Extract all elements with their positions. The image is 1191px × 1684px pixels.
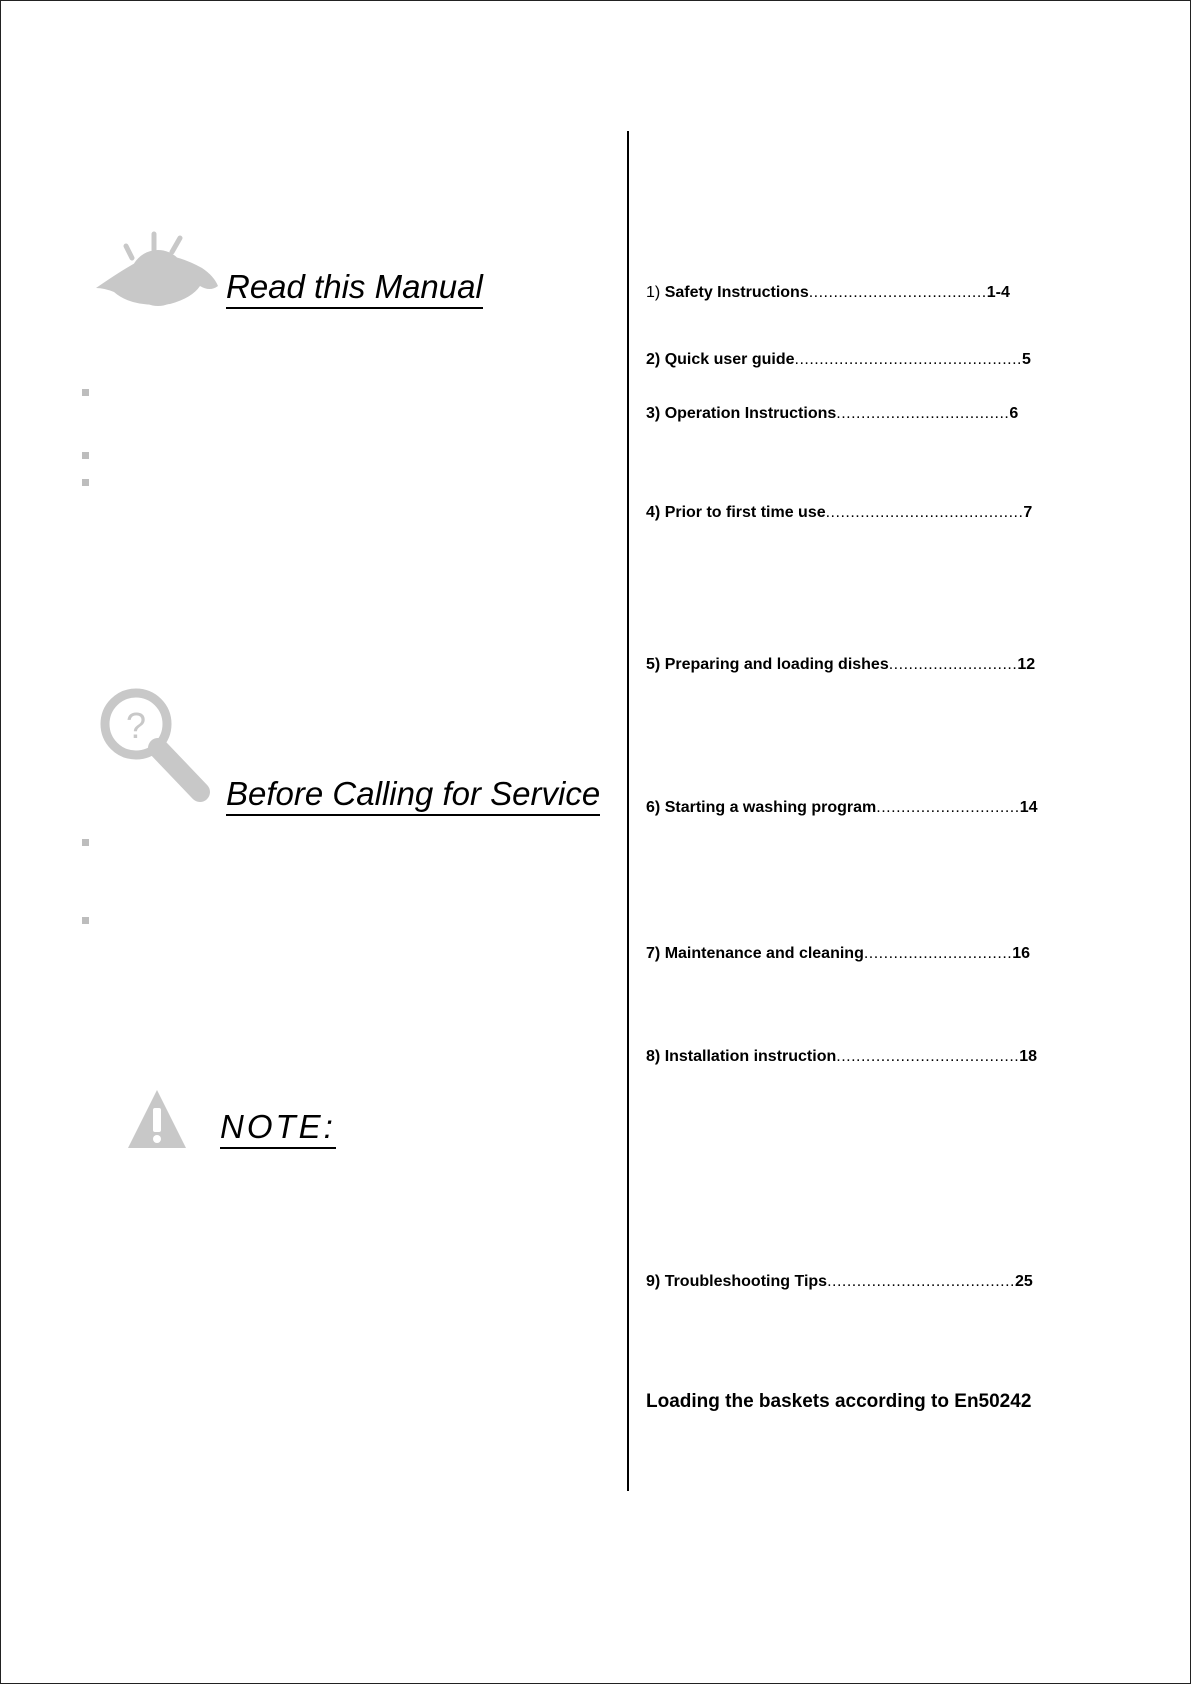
- toc-item-6: [646, 800, 1038, 816]
- toc-num: 3): [646, 405, 661, 422]
- column-divider: [627, 131, 629, 1491]
- magnifier-question-icon: [96, 684, 216, 810]
- heading-before-service: Before Calling for Service: [226, 777, 600, 816]
- toc-item-9: [646, 1274, 1033, 1290]
- warning-triangle-icon: [126, 1088, 188, 1150]
- heading-note: NOTE:: [220, 1110, 336, 1149]
- toc-page: 12: [1017, 656, 1036, 673]
- toc-title: Preparing and loading dishes: [664, 656, 889, 673]
- bullet-2: [82, 452, 89, 459]
- toc-dots: .............................: [876, 799, 1020, 816]
- toc-page: 16: [1012, 945, 1030, 962]
- toc-page: 1-4: [986, 284, 1010, 301]
- toc-page: 5: [1021, 351, 1031, 368]
- toc-page: 7: [1023, 504, 1033, 521]
- toc-dots: ......................................: [827, 1273, 1015, 1290]
- toc-title: Operation Instructions: [664, 405, 837, 422]
- toc-page: 6: [1009, 405, 1019, 422]
- toc-dots: ..............................: [863, 945, 1013, 962]
- toc-item-8: [646, 1049, 1037, 1065]
- toc-dots: ........................................: [825, 504, 1024, 521]
- toc-num: 5): [646, 656, 661, 673]
- toc-title: Safety Instructions: [664, 284, 809, 301]
- toc-item-7: [646, 946, 1030, 962]
- toc-title: Prior to first time use: [664, 504, 826, 521]
- toc-dots: ...................................: [836, 405, 1010, 422]
- toc-title: Maintenance and cleaning: [664, 945, 864, 962]
- bullet-1: [82, 389, 89, 396]
- heading-read-manual: Read this Manual: [226, 270, 483, 309]
- toc-num: 6): [646, 799, 661, 816]
- toc-dots: ....................................: [808, 284, 987, 301]
- toc-num: 2): [646, 351, 661, 368]
- toc-num: 4): [646, 504, 661, 521]
- toc-title: Troubleshooting Tips: [664, 1273, 828, 1290]
- bullet-3: [82, 479, 89, 486]
- toc-num: 7): [646, 945, 661, 962]
- toc-page: 18: [1019, 1048, 1038, 1065]
- toc-dots: .....................................: [836, 1048, 1020, 1065]
- bullet-4: [82, 839, 89, 846]
- toc-title: Installation instruction: [664, 1048, 837, 1065]
- svg-text:?: ?: [125, 705, 147, 746]
- toc-item-1: [646, 285, 1010, 301]
- toc-page: 25: [1014, 1273, 1033, 1290]
- toc-item-3: [646, 406, 1018, 422]
- toc-dots: ..............................................: [794, 351, 1022, 368]
- toc-num: 1): [646, 284, 661, 301]
- eye-icon: [92, 228, 220, 310]
- toc-title: Quick user guide: [664, 351, 795, 368]
- toc-num: 9): [646, 1273, 661, 1290]
- toc-dots: ..........................: [888, 656, 1018, 673]
- toc-num: 8): [646, 1048, 661, 1065]
- bullet-5: [82, 917, 89, 924]
- toc-item-5: [646, 657, 1035, 673]
- toc-title: Starting a washing program: [664, 799, 877, 816]
- toc-page: 14: [1019, 799, 1038, 816]
- toc-item-2: [646, 352, 1031, 368]
- toc-item-4: [646, 505, 1032, 521]
- loading-baskets-label: Loading the baskets according to En50242: [646, 1391, 1032, 1412]
